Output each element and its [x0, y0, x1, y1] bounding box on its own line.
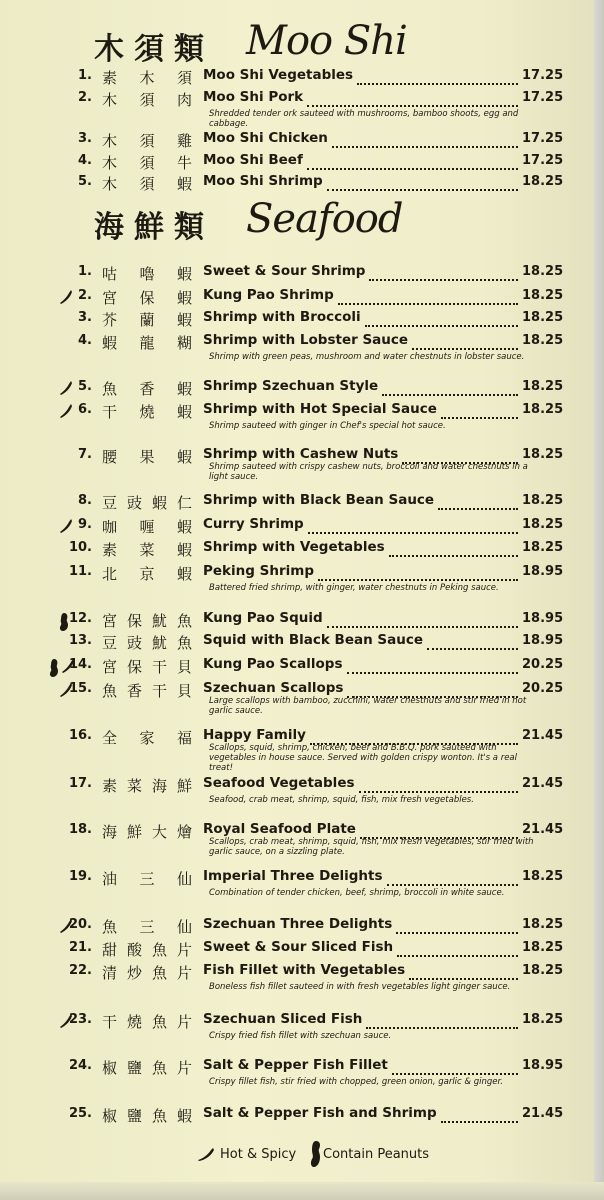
item-name: Shrimp with Black Bean Sauce: [203, 492, 435, 508]
item-price: 18.25: [522, 869, 564, 884]
item-number: 23.: [68, 1012, 92, 1027]
dot-leader: [365, 311, 518, 327]
menu-item: [0, 916, 600, 938]
item-name: Szechuan Sliced Fish: [203, 1011, 363, 1027]
item-chinese-name: 魚 香 蝦: [102, 380, 192, 398]
item-number: 20.: [68, 917, 92, 932]
item-chinese-name: 素 菜 蝦: [102, 541, 192, 559]
dot-leader: [392, 1059, 518, 1075]
item-price: 17.25: [522, 153, 564, 168]
item-number: 25.: [68, 1106, 92, 1121]
item-number: 6.: [78, 402, 92, 417]
item-name: Salt & Pepper Fish Fillet: [203, 1057, 388, 1073]
menu-item: [0, 727, 600, 773]
item-name: Shrimp with Hot Special Sauce: [203, 401, 437, 417]
item-name: Seafood Vegetables: [203, 775, 355, 791]
dot-leader: [397, 941, 518, 957]
item-price: 18.25: [522, 517, 564, 532]
menu-item: [0, 152, 600, 174]
item-number: 3.: [78, 131, 92, 146]
item-chinese-name: 素 菜 海 鮮: [102, 777, 192, 795]
menu-item: [0, 680, 600, 716]
item-name: Squid with Black Bean Sauce: [203, 632, 424, 648]
item-name: Sweet & Sour Shrimp: [203, 263, 366, 279]
item-description: Shredded tender ork sauteed with mushrooms, bamboo shoots, egg and cabbage.: [209, 109, 519, 129]
item-chinese-name: 魚 三 仙: [102, 918, 192, 936]
dot-leader: [307, 91, 518, 107]
menu-item: [0, 446, 600, 482]
item-chinese-name: 油 三 仙: [102, 870, 192, 888]
item-chinese-name: 木 須 肉: [102, 91, 192, 109]
dot-leader: [347, 658, 519, 674]
menu-item: [0, 821, 600, 857]
item-chinese-name: 素 木 須: [102, 69, 192, 87]
menu-item: [0, 1011, 600, 1041]
legend-hot-label: Hot & Spicy: [220, 1147, 297, 1162]
item-number: 18.: [68, 822, 92, 837]
item-chinese-name: 咖 喱 蝦: [102, 518, 192, 536]
item-price: 18.25: [522, 493, 564, 508]
item-chinese-name: 宮 保 干 貝: [102, 658, 192, 676]
item-description: Scallops, squid, shrimp, chicken, beef and B.B.Q. pork sauteed with vegetables in house sauce. Served with golden crispy wonton. It's a real treat!: [209, 743, 518, 773]
item-price: 18.25: [522, 333, 564, 348]
item-chinese-name: 豆 豉 魷 魚: [102, 634, 192, 652]
item-name: Peking Shrimp: [203, 563, 314, 579]
item-name: Shrimp with Broccoli: [203, 309, 361, 325]
item-price: 18.25: [522, 402, 564, 417]
item-chinese-name: 干 燒 魚 片: [102, 1013, 192, 1031]
item-name: Kung Pao Scallops: [203, 656, 343, 672]
item-name: Imperial Three Delights: [203, 868, 383, 884]
menu-item: [0, 378, 600, 400]
item-number: 11.: [68, 564, 92, 579]
item-name: Fish Fillet with Vegetables: [203, 962, 406, 978]
item-price: 18.95: [522, 564, 564, 579]
section-title-chinese: 海鮮類: [94, 210, 214, 245]
item-chinese-name: 腰 果 蝦: [102, 448, 192, 466]
item-number: 14.: [68, 657, 92, 672]
item-name: Moo Shi Pork: [203, 89, 304, 105]
item-chinese-name: 甜 酸 魚 片: [102, 941, 192, 959]
item-name: Shrimp with Cashew Nuts: [203, 446, 399, 462]
dot-leader: [396, 918, 518, 934]
item-chinese-name: 木 須 蝦: [102, 175, 192, 193]
dot-leader: [308, 518, 518, 534]
section-title: Moo Shi: [246, 18, 407, 64]
item-number: 16.: [68, 728, 92, 743]
item-number: 13.: [68, 633, 92, 648]
item-chinese-name: 全 家 福: [102, 729, 192, 747]
item-price: 17.25: [522, 131, 564, 146]
item-price: 20.25: [522, 681, 564, 696]
item-number: 5.: [78, 174, 92, 189]
item-chinese-name: 咕 嚕 蝦: [102, 265, 192, 283]
dot-leader: [359, 777, 518, 793]
menu-item: [0, 287, 600, 309]
item-price: 21.45: [522, 728, 564, 743]
item-description: Boneless fish fillet sauteed in with fresh vegetables light ginger sauce.: [209, 982, 511, 992]
item-number: 22.: [68, 963, 92, 978]
menu-item: [0, 632, 600, 654]
item-description: Large scallops with bamboo, zucchini, water chestnuts and stir fried in hot garlic sauce.: [209, 696, 527, 716]
item-number: 12.: [68, 611, 92, 626]
dot-leader: [307, 154, 518, 170]
item-description: Combination of tender chicken, beef, shrimp, broccoli in white sauce.: [209, 888, 505, 898]
peanut-icon: [309, 1140, 323, 1172]
item-price: 21.45: [522, 822, 564, 837]
item-price: 18.95: [522, 1058, 564, 1073]
item-price: 20.25: [522, 657, 564, 672]
dot-leader: [382, 380, 518, 396]
item-chinese-name: 海 鮮 大 燴: [102, 823, 192, 841]
item-number: 24.: [68, 1058, 92, 1073]
menu-item: [0, 516, 600, 538]
item-number: 8.: [78, 493, 92, 508]
item-price: 18.25: [522, 917, 564, 932]
chili-pepper-icon: [196, 1146, 216, 1166]
menu-item: [0, 332, 600, 362]
item-price: 18.25: [522, 540, 564, 555]
menu-item: [0, 610, 600, 632]
item-price: 18.25: [522, 447, 564, 462]
item-description: Shrimp sauteed with crispy cashew nuts, broccoli and water chestnuts in a light sauce.: [209, 462, 528, 482]
item-price: 17.25: [522, 68, 564, 83]
item-number: 5.: [78, 379, 92, 394]
dot-leader: [327, 612, 518, 628]
item-number: 9.: [78, 517, 92, 532]
item-number: 1.: [78, 68, 92, 83]
menu-item: [0, 539, 600, 561]
menu-item: [0, 563, 600, 593]
item-price: 18.25: [522, 174, 564, 189]
dot-leader: [318, 565, 518, 581]
item-name: Shrimp with Vegetables: [203, 539, 385, 555]
item-chinese-name: 豆 豉 蝦 仁: [102, 494, 192, 512]
item-price: 17.25: [522, 90, 564, 105]
menu-item: [0, 1057, 600, 1087]
item-description: Battered fried shrimp, with ginger, water chestnuts in Peking sauce.: [209, 583, 499, 593]
dot-leader: [441, 1107, 518, 1123]
item-price: 18.25: [522, 940, 564, 955]
item-name: Salt & Pepper Fish and Shrimp: [203, 1105, 437, 1121]
item-price: 18.25: [522, 379, 564, 394]
menu-item: [0, 309, 600, 331]
item-number: 19.: [68, 869, 92, 884]
menu-item: [0, 656, 600, 678]
item-name: Kung Pao Shrimp: [203, 287, 334, 303]
item-description: Shrimp sauteed with ginger in Chef's special hot sauce.: [209, 421, 446, 431]
dot-leader: [412, 334, 518, 350]
item-number: 7.: [78, 447, 92, 462]
item-price: 18.95: [522, 633, 564, 648]
legend-peanut-label: Contain Peanuts: [323, 1147, 430, 1162]
item-number: 2.: [78, 90, 92, 105]
item-chinese-name: 木 須 牛: [102, 154, 192, 172]
item-name: Royal Seafood Plate: [203, 821, 356, 837]
menu-item: [0, 868, 600, 898]
item-price: 18.25: [522, 288, 564, 303]
dot-leader: [327, 175, 518, 191]
dot-leader: [409, 964, 518, 980]
item-number: 15.: [68, 681, 92, 696]
item-description: Crispy fried fish fillet with szechuan sauce.: [209, 1031, 392, 1041]
page-edge-bottom: [0, 1182, 604, 1200]
item-description: Scallops, crab meat, shrimp, squid, fish, mix fresh vegetables, stir fried with garlic sauce, on a sizzling plate.: [209, 837, 534, 857]
dot-leader: [438, 494, 518, 510]
item-name: Shrimp Szechuan Style: [203, 378, 379, 394]
item-number: 17.: [68, 776, 92, 791]
item-name: Curry Shrimp: [203, 516, 304, 532]
item-name: Shrimp with Lobster Sauce: [203, 332, 409, 348]
item-chinese-name: 干 燒 蝦: [102, 403, 192, 421]
item-chinese-name: 宮 保 魷 魚: [102, 612, 192, 630]
dot-leader: [338, 289, 518, 305]
dot-leader: [387, 870, 518, 886]
item-number: 10.: [68, 540, 92, 555]
item-name: Sweet & Sour Sliced Fish: [203, 939, 394, 955]
menu-item: [0, 775, 600, 805]
item-name: Kung Pao Squid: [203, 610, 323, 626]
item-chinese-name: 椒 鹽 魚 蝦: [102, 1107, 192, 1125]
item-price: 21.45: [522, 776, 564, 791]
item-name: Moo Shi Beef: [203, 152, 303, 168]
item-number: 21.: [68, 940, 92, 955]
section-title: Seafood: [246, 196, 403, 242]
menu-item: [0, 962, 600, 992]
dot-leader: [427, 634, 518, 650]
dot-leader: [369, 265, 518, 281]
menu-item: [0, 173, 600, 195]
item-description: Crispy fillet fish, stir fried with chopped, green onion, garlic & ginger.: [209, 1077, 503, 1087]
item-chinese-name: 北 京 蝦: [102, 565, 192, 583]
item-price: 18.25: [522, 1012, 564, 1027]
item-chinese-name: 魚 香 干 貝: [102, 682, 192, 700]
item-chinese-name: 木 須 雞: [102, 132, 192, 150]
item-name: Moo Shi Shrimp: [203, 173, 323, 189]
item-number: 4.: [78, 333, 92, 348]
item-price: 18.25: [522, 963, 564, 978]
item-chinese-name: 椒 鹽 魚 片: [102, 1059, 192, 1077]
dot-leader: [332, 132, 518, 148]
item-chinese-name: 蝦 龍 糊: [102, 334, 192, 352]
item-number: 2.: [78, 288, 92, 303]
menu-item: [0, 263, 600, 285]
menu-item: [0, 89, 600, 129]
item-name: Szechuan Scallops: [203, 680, 344, 696]
item-price: 18.95: [522, 611, 564, 626]
item-price: 18.25: [522, 264, 564, 279]
item-name: Happy Family: [203, 727, 306, 743]
menu-item: [0, 939, 600, 961]
item-price: 18.25: [522, 310, 564, 325]
menu-item: [0, 1105, 600, 1127]
item-number: 1.: [78, 264, 92, 279]
dot-leader: [357, 69, 518, 85]
menu-item: [0, 492, 600, 514]
dot-leader: [389, 541, 518, 557]
dot-leader: [441, 403, 518, 419]
item-name: Moo Shi Chicken: [203, 130, 328, 146]
item-chinese-name: 清 炒 魚 片: [102, 964, 192, 982]
item-name: Szechuan Three Delights: [203, 916, 393, 932]
dot-leader: [366, 1013, 518, 1029]
item-price: 21.45: [522, 1106, 564, 1121]
item-description: Shrimp with green peas, mushroom and water chestnuts in lobster sauce.: [209, 352, 525, 362]
legend: [0, 1140, 604, 1170]
section-title-chinese: 木須類: [94, 32, 214, 67]
menu-item: [0, 401, 600, 431]
menu-item: [0, 67, 600, 89]
item-number: 3.: [78, 310, 92, 325]
menu-item: [0, 130, 600, 152]
item-chinese-name: 宮 保 蝦: [102, 289, 192, 307]
item-chinese-name: 芥 蘭 蝦: [102, 311, 192, 329]
item-description: Seafood, crab meat, shrimp, squid, fish, mix fresh vegetables.: [209, 795, 474, 805]
item-name: Moo Shi Vegetables: [203, 67, 354, 83]
item-number: 4.: [78, 153, 92, 168]
